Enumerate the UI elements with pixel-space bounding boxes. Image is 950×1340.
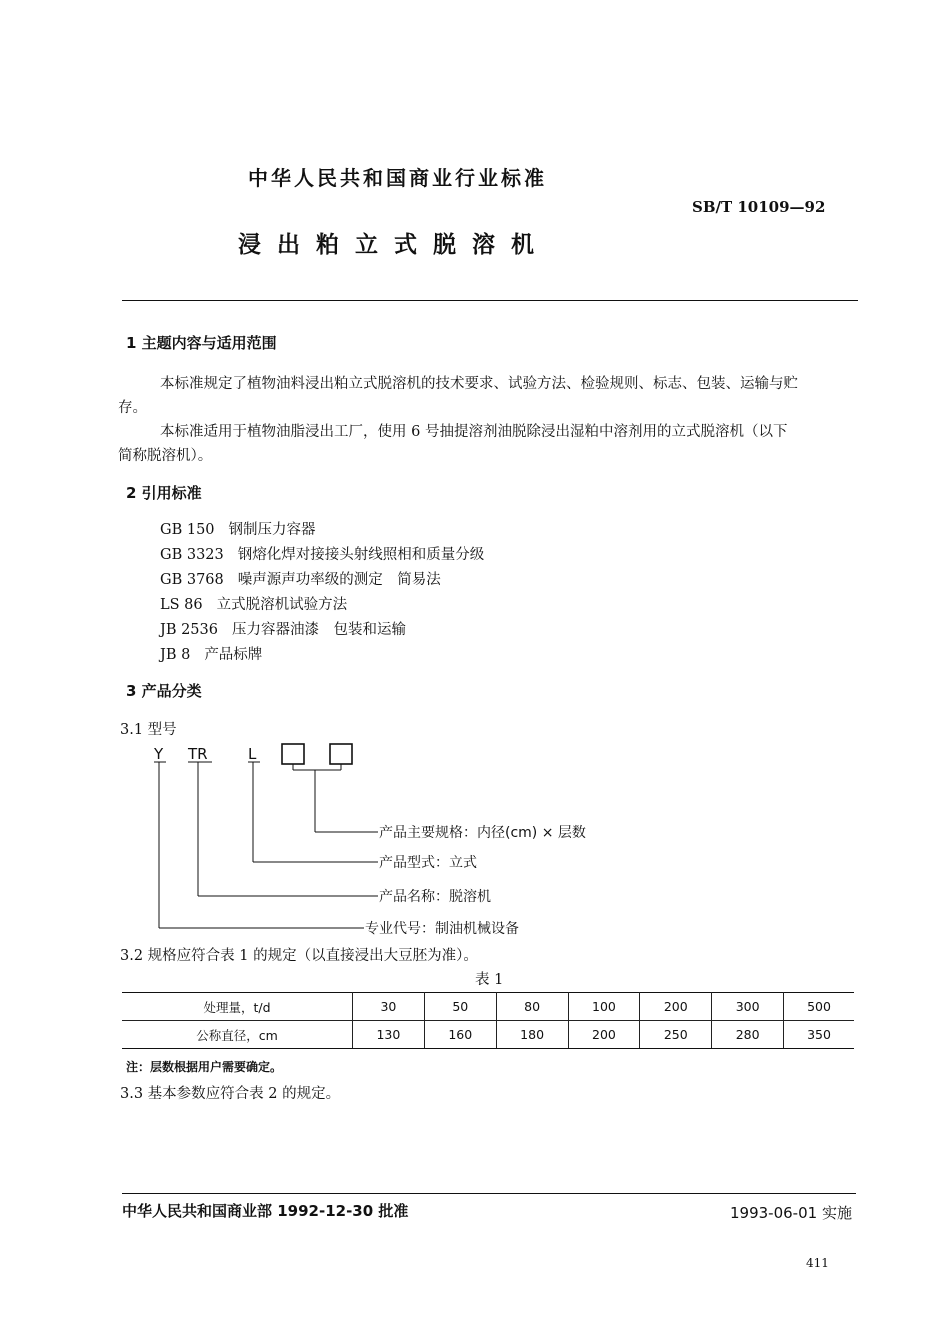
row-label: 公称直径，cm bbox=[122, 1021, 353, 1049]
model-designation-diagram bbox=[150, 740, 630, 940]
spec-table bbox=[122, 992, 854, 1049]
section-1-para2-line2: 简称脱溶机）。 bbox=[118, 448, 213, 464]
standard-item bbox=[160, 518, 316, 539]
label-type: 产品型式：立式 bbox=[379, 855, 477, 871]
standard-item bbox=[160, 568, 441, 589]
table-1-title: 表 1 bbox=[475, 972, 504, 988]
standard-code: JB 8 bbox=[160, 647, 191, 663]
page-number: 411 bbox=[806, 1256, 829, 1270]
table-cell: 300 bbox=[712, 993, 784, 1021]
standard-name: 压力容器油漆 包装和运输 bbox=[231, 622, 406, 638]
standard-name: 钢熔化焊对接接头射线照相和质量分级 bbox=[237, 547, 485, 563]
section-3-2-text: 3.2 规格应符合表 1 的规定（以直接浸出大豆胚为准）。 bbox=[120, 948, 478, 964]
table-row bbox=[122, 993, 854, 1021]
standard-item bbox=[160, 593, 347, 614]
row-label: 处理量，t/d bbox=[122, 993, 353, 1021]
header-divider bbox=[122, 300, 858, 301]
standard-item bbox=[160, 618, 406, 639]
table-note: 注：层数根据用户需要确定。 bbox=[126, 1060, 283, 1074]
doc-number: SB/T 10109—92 bbox=[692, 198, 826, 216]
spec-box-layers bbox=[330, 744, 352, 764]
effective-date: 1993-06-01 实施 bbox=[730, 1204, 852, 1222]
section-1-para1-line1: 本标准规定了植物油料浸出粕立式脱溶机的技术要求、试验方法、检验规则、标志、包装、运输与贮 bbox=[160, 376, 798, 392]
standard-name: 噪声源声功率级的测定 简易法 bbox=[237, 572, 441, 588]
approval-text: 中华人民共和国商业部 1992-12-30 批准 bbox=[122, 1202, 409, 1220]
table-cell: 160 bbox=[424, 1021, 496, 1049]
table-row bbox=[122, 1021, 854, 1049]
table-cell: 200 bbox=[640, 993, 712, 1021]
section-1-heading: 1 主题内容与适用范围 bbox=[126, 334, 277, 352]
doc-title: 浸出粕立式脱溶机 bbox=[238, 232, 550, 258]
footer-divider bbox=[122, 1193, 856, 1194]
standard-code: GB 150 bbox=[160, 522, 215, 538]
label-code: 专业代号：制油机械设备 bbox=[365, 921, 519, 937]
table-cell: 500 bbox=[784, 993, 854, 1021]
label-name: 产品名称：脱溶机 bbox=[379, 889, 491, 905]
standard-code: LS 86 bbox=[160, 597, 203, 613]
section-3-3-text: 3.3 基本参数应符合表 2 的规定。 bbox=[120, 1086, 341, 1102]
standard-code: GB 3768 bbox=[160, 572, 224, 588]
standard-name: 立式脱溶机试验方法 bbox=[216, 597, 348, 613]
spec-box-diameter bbox=[282, 744, 304, 764]
section-1-para2-line1: 本标准适用于植物油脂浸出工厂，使用 6 号抽提溶剂油脱除浸出湿粕中溶剂用的立式脱溶机（以下 bbox=[160, 424, 788, 440]
table-cell: 200 bbox=[568, 1021, 640, 1049]
table-cell: 280 bbox=[712, 1021, 784, 1049]
standard-name: 钢制压力容器 bbox=[228, 522, 316, 538]
section-1-para1-line2: 存。 bbox=[118, 400, 147, 416]
model-code-tr: TR bbox=[188, 745, 208, 763]
table-cell: 250 bbox=[640, 1021, 712, 1049]
table-cell: 180 bbox=[496, 1021, 568, 1049]
standard-title: 中华人民共和国商业行业标准 bbox=[248, 166, 547, 190]
table-cell: 80 bbox=[496, 993, 568, 1021]
section-3-heading: 3 产品分类 bbox=[126, 682, 202, 700]
section-2-heading: 2 引用标准 bbox=[126, 484, 202, 502]
standard-item bbox=[160, 643, 262, 664]
model-code-y: Y bbox=[154, 745, 164, 763]
section-3-1-heading: 3.1 型号 bbox=[120, 722, 177, 738]
standard-code: JB 2536 bbox=[160, 622, 218, 638]
standard-code: GB 3323 bbox=[160, 547, 224, 563]
table-cell: 50 bbox=[424, 993, 496, 1021]
table-cell: 100 bbox=[568, 993, 640, 1021]
label-spec: 产品主要规格：内径(cm) × 层数 bbox=[379, 825, 586, 841]
model-code-l: L bbox=[248, 745, 257, 763]
standard-item bbox=[160, 543, 484, 564]
table-cell: 350 bbox=[784, 1021, 854, 1049]
table-cell: 30 bbox=[353, 993, 425, 1021]
standard-name: 产品标牌 bbox=[204, 647, 263, 663]
table-cell: 130 bbox=[353, 1021, 425, 1049]
